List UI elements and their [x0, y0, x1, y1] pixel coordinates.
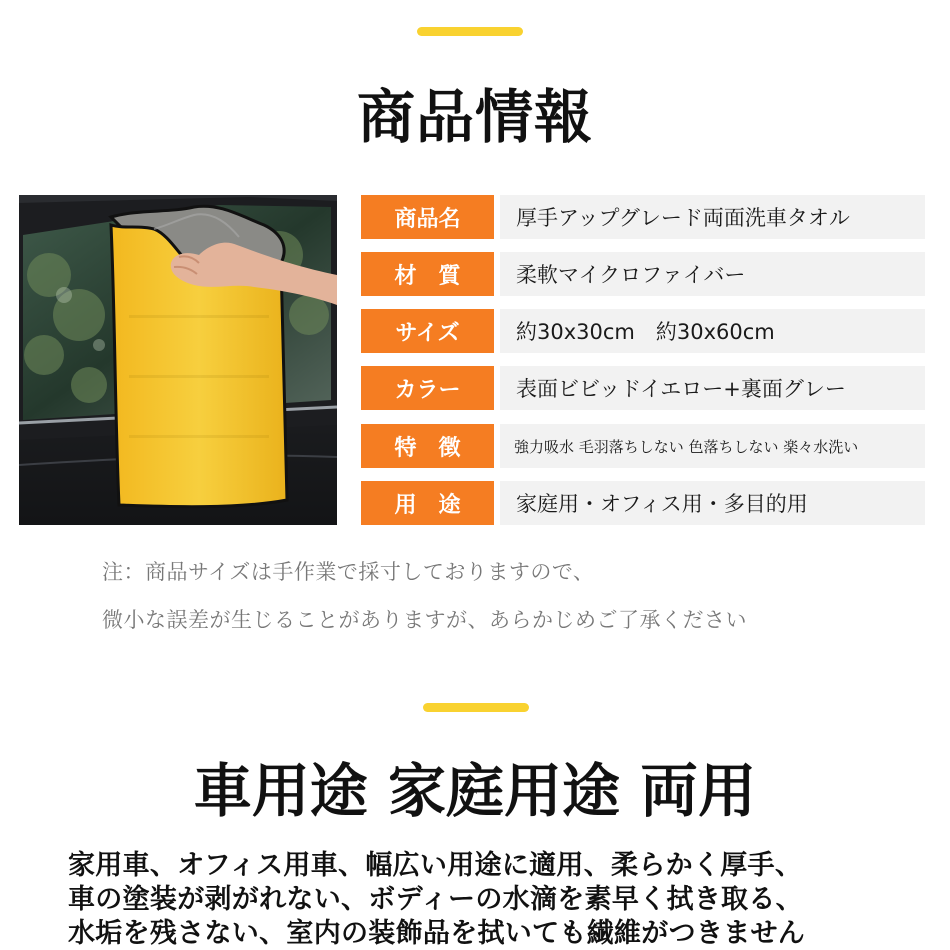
spec-label: 特 徴	[361, 424, 494, 468]
usage-description-line-1: 家用車、オフィス用車、幅広い用途に適用、柔らかく厚手、	[68, 850, 803, 881]
spec-value: 表面ビビッドイエロー+裏面グレー	[500, 366, 925, 410]
spec-row-color	[361, 366, 925, 410]
spec-label: 商品名	[361, 195, 494, 239]
spec-label: サイズ	[361, 309, 494, 353]
spec-row-usage	[361, 481, 925, 525]
spec-label: 材 質	[361, 252, 494, 296]
spec-row-material	[361, 252, 925, 296]
usage-description-line-3: 水垢を残さない、室内の装飾品を拭いても繊維がつきません	[68, 918, 806, 949]
spec-value: 強力吸水 毛羽落ちしない 色落ちしない 楽々水洗い	[500, 424, 925, 468]
size-note-line-1: 注：商品サイズは手作業で採寸しておりますので、	[102, 560, 595, 584]
spec-value: 厚手アップグレード両面洗車タオル	[500, 195, 925, 239]
product-info-title: 商品情報	[356, 83, 593, 151]
spec-value: 家庭用・オフィス用・多目的用	[500, 481, 925, 525]
spec-label: カラー	[361, 366, 494, 410]
title-accent-bar	[423, 703, 529, 712]
spec-value: 柔軟マイクロファイバー	[500, 252, 925, 296]
spec-row-size	[361, 309, 925, 353]
usage-title: 車用途 家庭用途 両用	[193, 757, 757, 825]
title-accent-bar	[417, 27, 523, 36]
spec-label: 用 途	[361, 481, 494, 525]
spec-value: 約30x30cm 約30x60cm	[500, 309, 925, 353]
product-photo	[19, 195, 337, 525]
size-note-line-2: 微小な誤差が生じることがありますが、あらかじめご了承ください	[102, 608, 747, 632]
towel-on-car-image	[19, 195, 337, 525]
usage-description-line-2: 車の塗装が剥がれない、ボディーの水滴を素早く拭き取る、	[68, 884, 803, 915]
spec-row-product-name	[361, 195, 925, 239]
spec-row-features	[361, 424, 925, 468]
